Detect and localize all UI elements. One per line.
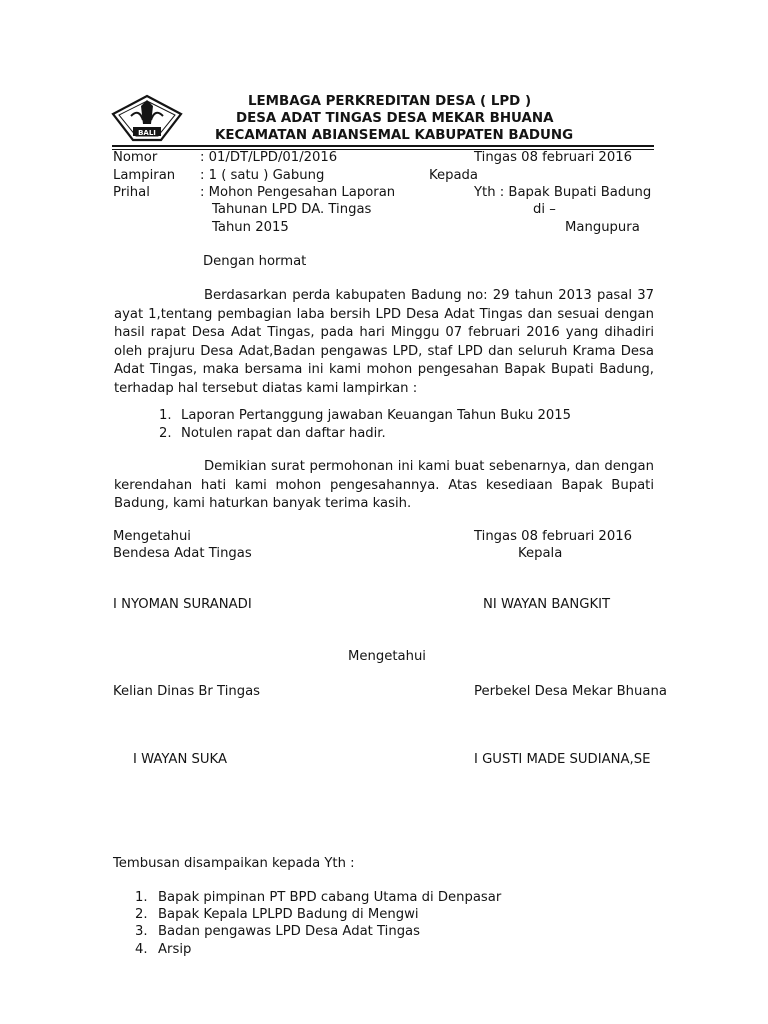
header-rule-thick (112, 145, 654, 147)
prihal-value-2: Tahunan LPD DA. Tingas (212, 202, 372, 217)
sig-right-header-2: Kepala (518, 546, 563, 561)
attachment-item-2: Notulen rapat dan daftar hadir. (181, 426, 386, 441)
sig-left-header-1: Mengetahui (113, 529, 191, 544)
letterhead-line-1: LEMBAGA PERKREDITAN DESA ( LPD ) (248, 94, 532, 109)
letterhead-line-2: DESA ADAT TINGAS DESA MEKAR BHUANA (236, 111, 554, 126)
lampiran-value: : 1 ( satu ) Gabung (200, 168, 325, 183)
copy-item-3: Badan pengawas LPD Desa Adat Tingas (158, 924, 421, 939)
logo-text: BALI (138, 129, 156, 137)
attachment-num-2: 2. (159, 426, 172, 441)
body-paragraph-2 (114, 458, 654, 514)
nomor-label: Nomor (113, 150, 158, 165)
kepada-label: Kepada (429, 168, 479, 183)
bali-emblem-logo (111, 94, 183, 142)
body-paragraph-1 (114, 287, 654, 398)
sig-center-header: Mengetahui (348, 649, 426, 664)
copy-num-1: 1. (135, 890, 148, 905)
greeting: Dengan hormat (203, 254, 307, 269)
place-date: Tingas 08 februari 2016 (474, 150, 632, 165)
body-paragraph-2-text: Demikian surat permohonan ini kami buat sebenarnya, dan dengan kerendahan hati kami mohon pengesahannya. Atas kesediaan Bapak Bupati Badung, kami haturkan banyak terima kasih. (114, 459, 654, 511)
body-paragraph-1-text: Berdasarkan perda kabupaten Badung no: 29 tahun 2013 pasal 37 ayat 1,tentang pembagian laba bersih LPD Desa Adat Tingas dan sesuai dengan hasil rapat Desa Adat Tingas, pada hari Minggu 07 februari 2016 yang dihadiri oleh prajuru Desa Adat,Badan pengawas LPD, staf LPD dan seluruh Krama Desa Adat Tingas, maka bersama ini kami mohon pengesahan Bapak Bupati Badung, terhadap hal tersebut diatas kami lampirkan : (114, 288, 654, 396)
sig-left-header-2: Bendesa Adat Tingas (113, 546, 252, 561)
sig-left-name: I NYOMAN SURANADI (113, 597, 252, 612)
recipient-di: di – (533, 202, 556, 217)
sig-left-title-2: Kelian Dinas Br Tingas (113, 684, 261, 699)
prihal-value-3: Tahun 2015 (212, 220, 289, 235)
copy-num-2: 2. (135, 907, 148, 922)
nomor-value: : 01/DT/LPD/01/2016 (200, 150, 338, 165)
attachment-item-1: Laporan Pertanggung jawaban Keuangan Tahun Buku 2015 (181, 408, 572, 423)
sig-right-name: NI WAYAN BANGKIT (483, 597, 611, 612)
sig-right-header-1: Tingas 08 februari 2016 (474, 529, 632, 544)
copies-heading: Tembusan disampaikan kepada Yth : (113, 856, 355, 871)
sig-right-name-2: I GUSTI MADE SUDIANA,SE (474, 752, 651, 767)
recipient-yth: Yth : Bapak Bupati Badung (474, 185, 652, 200)
copy-item-1: Bapak pimpinan PT BPD cabang Utama di Denpasar (158, 890, 502, 905)
copy-item-2: Bapak Kepala LPLPD Badung di Mengwi (158, 907, 419, 922)
letterhead-line-3: KECAMATAN ABIANSEMAL KABUPATEN BADUNG (215, 128, 574, 143)
prihal-label: Prihal (113, 185, 150, 200)
attachment-num-1: 1. (159, 408, 172, 423)
lampiran-label: Lampiran (113, 168, 176, 183)
sig-right-title-2: Perbekel Desa Mekar Bhuana (474, 684, 667, 699)
copy-item-4: Arsip (158, 942, 192, 957)
sig-left-name-2: I WAYAN SUKA (133, 752, 227, 767)
recipient-city: Mangupura (565, 220, 640, 235)
copy-num-3: 3. (135, 924, 148, 939)
prihal-value-1: : Mohon Pengesahan Laporan (200, 185, 396, 200)
copy-num-4: 4. (135, 942, 148, 957)
